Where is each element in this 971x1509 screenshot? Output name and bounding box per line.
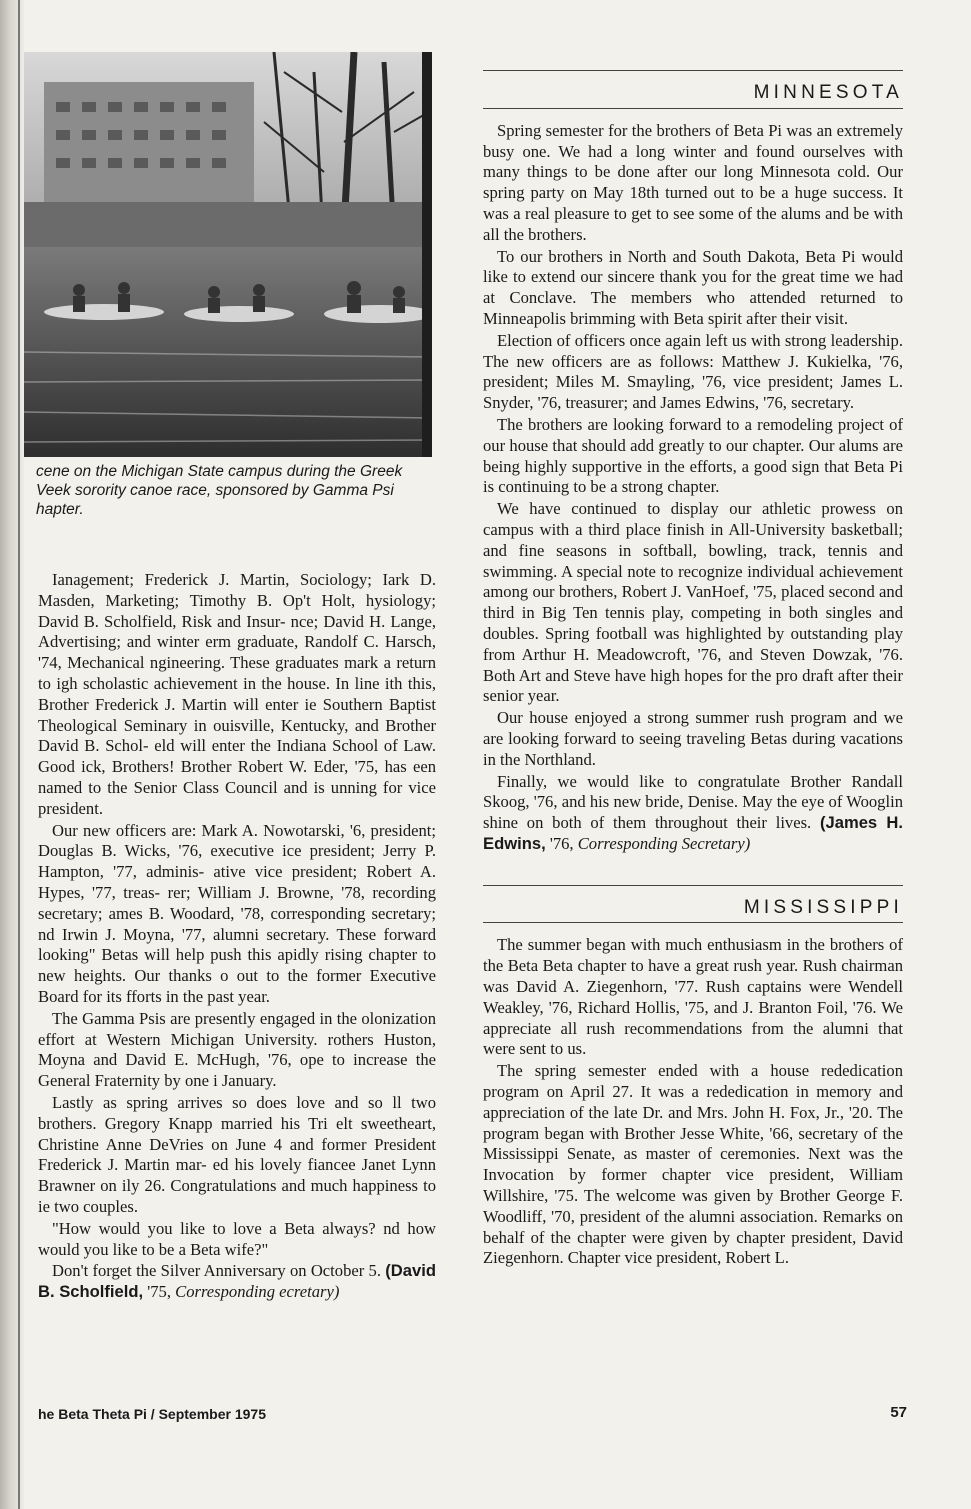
photo-caption: cene on the Michigan State campus during the Greek Veek sorority canoe race, sponsored by Gamma Psi hapter. [36,463,403,518]
minnesota-header [483,70,903,109]
section-title: MINNESOTA [753,82,903,103]
signature-role: Corresponding Secretary) [577,833,751,853]
closing-text: Finally, we would like to congratulate Brother Randall Skoog, '76, and his new bride, Denise. May the eye of Wooglin shine on both of them throughout their lives. [483,771,903,833]
paragraph: Our new officers are: Mark A. Nowotarski, '6, president; Douglas B. Wicks, '76, executive ice president; Jerry P. Hampton, '77, adminis- ative vice president; Robert A. Hypes, '77, treas- rer; William J. Browne, '78, recording secretary; ames B. Woodard, '78, corresponding secretary; nd Irwin J. Moyna, '77, alumni secretary. These forward looking" Betas will help push this apidly rising chapter to new heights. Our thanks o out to the former Executive Board for its fforts in the past year. [38,820,436,1006]
page-number: 57 [890,1404,907,1421]
paragraph: Our house enjoyed a strong summer rush program and we are looking forward to seeing traveling Betas during vacations in the Northland. [483,708,903,769]
paragraph: "How would you like to love a Beta always? nd how would you like to be a Beta wife?" [38,1218,436,1259]
section-rule [483,108,903,109]
paragraph: Election of officers once again left us with strong leadership. The new officers are as follows: Matthew J. Kukielka, '76, president; Miles M. Smayling, '76, vice president; James L. Snyder, '76, treasurer; and James Edwins, '76, secretary. [483,330,903,413]
gutter-line [18,0,20,1509]
section-title: MISSISSIPPI [743,896,903,918]
canoe-race-photo [24,52,432,457]
signature-year: '75, [143,1282,176,1302]
paragraph: The Gamma Psis are presently engaged in the olonization effort at Western Michigan University. rothers Huston, Moyna and David E. McHugh, '76, ope to increase the General Fraternity by one i January. [38,1008,436,1091]
paragraph: Ianagement; Frederick J. Martin, Sociology; Iark D. Masden, Marketing; Timothy B. Op't Holt, hysiology; David B. Scholfield, Risk and Insur- nce; David H. Lange, Advertising; and winter erm graduate, Randolf C. Harsch, '74, Mechanical ngineering. These graduates mark a return to igh scholastic achievement in the house. In line ith this, Brother Frederick J. Martin will enter ie Southern Baptist Theological Seminary in ouisville, Kentucky, and Brother David B. Schol- eld will enter the Indiana School of Law. Good ick, Brothers! Brother Robert W. Eder, '75, has een named to the Senior Class Council and is unning for vice president. [38,570,436,818]
signature-year: '76, [545,833,578,853]
publication-footer: he Beta Theta Pi / September 1975 [38,1406,266,1422]
section-rule [483,922,903,923]
signature-name: (David B. Scholfield, [38,1261,436,1302]
mississippi-header [483,885,903,924]
page-gutter [0,0,24,1509]
paragraph: The brothers are looking forward to a remodeling project of our house that should add greatly to our chapter. Our alums are being highly supportive in the efforts, a good sign that Beta Pi is continuing to be a strong chapter. [483,414,903,497]
closing-paragraph [483,772,903,855]
signature-role: Corresponding ecretary) [175,1282,340,1302]
paragraph: Spring semester for the brothers of Beta Pi was an extremely busy one. We had a long winter and found ourselves with many things to be done after our long Minnesota cold. Our spring party on May 18th turned out to be a huge success. It was a real pleasure to get to see some of the alums and be with all the brothers. [483,120,903,244]
left-column [38,570,436,1304]
signature-name: (James H. Edwins, [483,813,903,853]
paragraph: The spring semester ended with a house rededication program on April 27. It was a rededication in memory and appreciation of the late Dr. and Mrs. John H. Fox, Jr., '20. The program began with Brother Jesse White, '66, secretary of the Mississippi Senate, as master of ceremonies. Next was the Invocation by former chapter vice president, William Willshire, '75. The welcome was given by Brother George F. Woodliff, '70, president of the alumni association. Remarks on behalf of the chapter were given by chapter president, David Ziegenhorn. Chapter vice president, Robert L. [483,1061,903,1268]
closing-text: Don't forget the Silver Anniversary on October 5. [52,1261,386,1281]
closing-paragraph [38,1261,436,1303]
right-column [483,70,903,1270]
paragraph: To our brothers in North and South Dakota, Beta Pi would like to extend our sincere thank you for the great time we had at Conclave. The members who attended returned to Minneapolis brimming with Beta spirit after their visit. [483,246,903,328]
paragraph: Lastly as spring arrives so does love and so ll two brothers. Gregory Knapp married his Tri elt sweetheart, Christine Anne DeVries on June 4 and former President Frederick J. Martin mar- ed his lovely fiancee Janet Lynn Brawner on ily 26. Congratulations and much happiness to ie two couples. [38,1092,436,1216]
paragraph: We have continued to display our athletic prowess on campus with a third place finish in All-University basketball; and fine seasons in softball, bowling, track, tennis and swimming. A special note to recognize individual achievement among our brothers, Robert J. VanHoef, '75, placed second and third in Big Ten tennis play, competing in both singles and doubles. Spring football was highlighted by outstanding play from Arthur H. Meadowcroft, '76, and Steven Dowzak, '76. Both Art and Steve have high hopes for the pro draft after their senior year. [483,499,903,706]
paragraph: The summer began with much enthusiasm in the brothers of the Beta Beta chapter to have a great rush year. Rush chairman was David A. Ziegenhorn, '77. Rush captains were Wendell Weakley, '76, Richard Hollis, '75, and J. Branton Foil, '76. We appreciate all rush recommendations from the alumni that were sent to us. [483,935,903,1059]
